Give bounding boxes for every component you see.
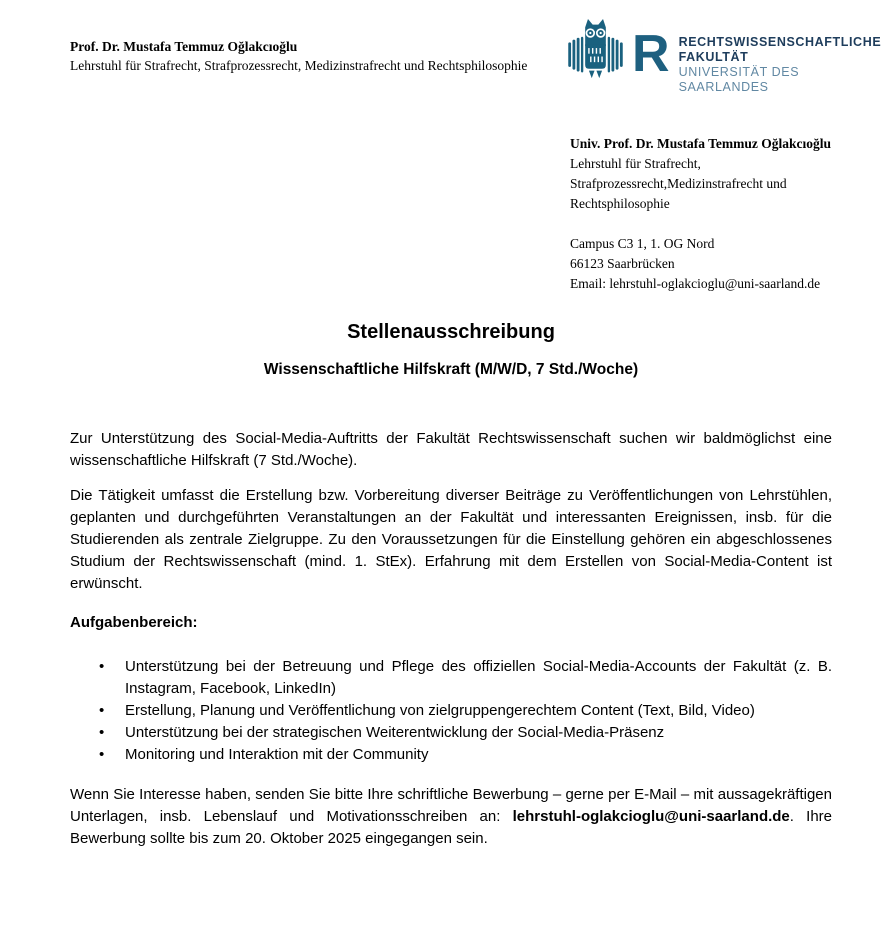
intro-paragraph: Zur Unterstützung des Social-Media-Auftritts der Fakultät Rechtswissenschaft suchen wir baldmöglichst eine wissenschaftliche Hilfskraft (7 Std./Woche). bbox=[70, 430, 832, 469]
task-item-text: Unterstützung bei der Betreuung und Pflege des offiziellen Social-Media-Accounts der Fakultät (z. B. Instagram, Facebook, LinkedIn) bbox=[125, 658, 832, 697]
page-subtitle: Wissenschaftliche Hilfskraft (M/W/D, 7 Std./Woche) bbox=[263, 361, 639, 378]
contact-email-line: Email: lehrstuhl-oglakcioglu@uni-saarland.de bbox=[570, 276, 821, 291]
tasks-list bbox=[70, 656, 832, 766]
faculty-name-line1: RECHTSWISSENSCHAFTLICHE bbox=[678, 35, 882, 49]
task-item bbox=[125, 744, 832, 766]
contact-address-line: 66123 Saarbrücken bbox=[570, 256, 675, 271]
application-email: lehrstuhl-oglakcioglu@uni-saarland.de bbox=[512, 808, 790, 825]
contact-address-line: Campus C3 1, 1. OG Nord bbox=[570, 236, 715, 251]
sender-name: Prof. Dr. Mustafa Temmuz Oğlakcıoğlu bbox=[70, 39, 298, 54]
contact-chair-line: Lehrstuhl für Strafrecht, bbox=[570, 156, 701, 171]
university-owl-icon bbox=[568, 18, 623, 85]
application-paragraph bbox=[70, 784, 832, 850]
task-item-text: Erstellung, Planung und Veröffentlichung von zielgruppengerechtem Content (Text, Bild, Video) bbox=[125, 702, 755, 719]
task-item bbox=[125, 700, 832, 722]
description-paragraph: Die Tätigkeit umfasst die Erstellung bzw. Vorbereitung diverser Beiträge zu Veröffentlichungen von Lehrstühlen, geplanten und durchgeführten Veranstaltungen an der Fakultät und interessanten Ereignissen, insb. für die Studierenden als zentrale Zielgruppe. Zu den Voraussetzungen für die Einstellung gehören ein abgeschlossenes Studium der Rechtswissenschaft (mind. 1. StEx). Erfahrung mit dem Erstellen von Social-Media-Content ist erwünscht. bbox=[70, 487, 832, 592]
contact-name: Univ. Prof. Dr. Mustafa Temmuz Oğlakcıoğlu bbox=[570, 136, 832, 151]
sender-chair: Lehrstuhl für Strafrecht, Strafprozessrecht, Medizinstrafrecht und Rechtsphilosophie bbox=[70, 58, 528, 73]
contact-chair-line: Strafprozessrecht,Medizinstrafrecht und bbox=[570, 176, 787, 191]
tasks-heading: Aufgabenbereich: bbox=[70, 614, 198, 631]
task-item-text: Monitoring und Interaktion mit der Community bbox=[125, 746, 429, 763]
contact-block bbox=[570, 134, 831, 294]
document-body bbox=[70, 320, 832, 850]
faculty-name-line2: FAKULTÄT bbox=[678, 50, 749, 64]
faculty-logo bbox=[568, 18, 882, 95]
task-item bbox=[125, 722, 832, 744]
task-item bbox=[125, 656, 832, 700]
faculty-logo-text bbox=[679, 35, 882, 95]
application-text-after: . Ihre Bewerbung sollte bis zum 20. Oktober 2025 eingegangen sein. bbox=[70, 808, 832, 847]
university-name: UNIVERSITÄT DES SAARLANDES bbox=[678, 65, 800, 94]
task-item-text: Unterstützung bei der strategischen Weiterentwicklung der Social-Media-Präsenz bbox=[125, 724, 665, 741]
page-title: Stellenausschreibung bbox=[347, 321, 555, 343]
application-text-before: Wenn Sie Interesse haben, senden Sie bitte Ihre schriftliche Bewerbung – gerne per E-Mail – mit aussagekräftigen Unterlagen, insb. Lebenslauf und Motivationsschreiben an: bbox=[70, 786, 832, 825]
sender-block bbox=[70, 37, 527, 75]
faculty-r-icon: R bbox=[632, 25, 670, 83]
contact-chair-line: Rechtsphilosophie bbox=[570, 196, 670, 211]
